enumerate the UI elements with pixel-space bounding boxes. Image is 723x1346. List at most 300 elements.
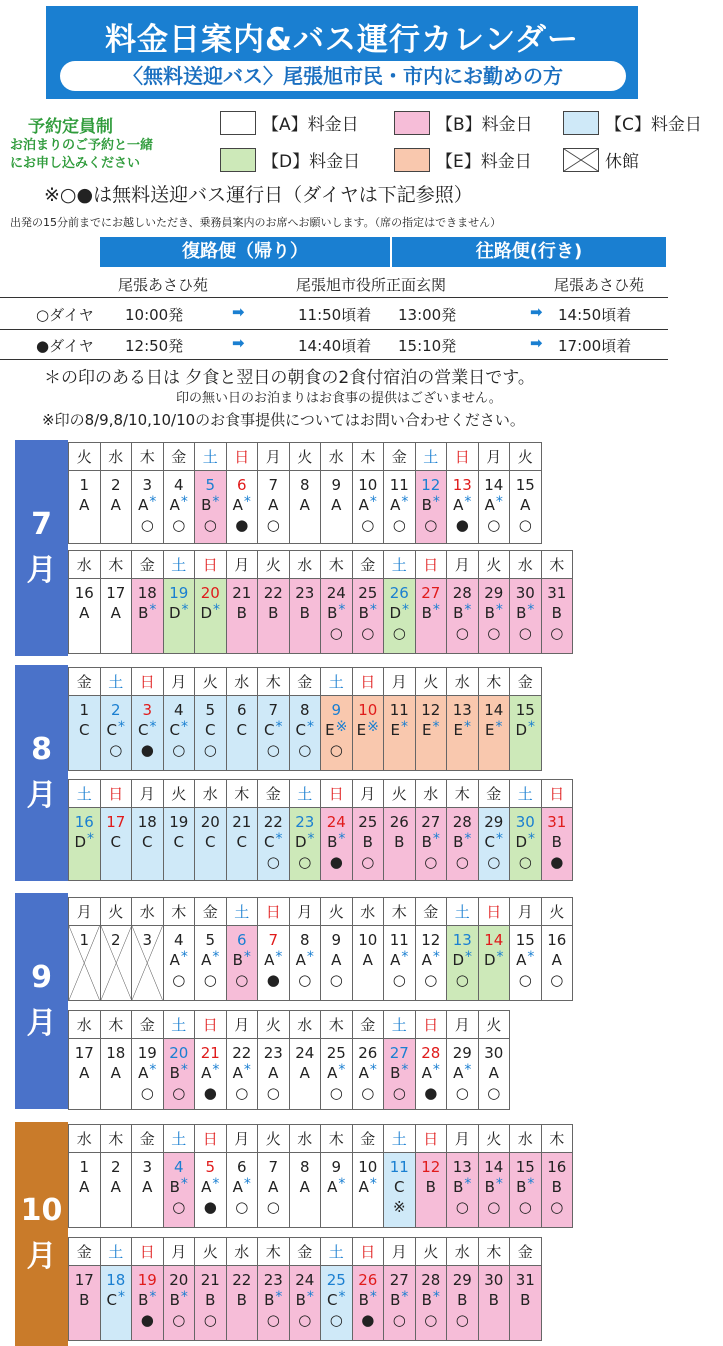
day-of-week: 日 xyxy=(447,443,478,471)
day-cell xyxy=(416,1266,447,1340)
day-of-week: 水 xyxy=(132,898,163,926)
calendar-day xyxy=(415,779,448,881)
day-of-week: 木 xyxy=(227,780,258,808)
day-number: 15 xyxy=(515,476,535,494)
fee-level: B* xyxy=(516,1176,535,1196)
legend-d xyxy=(220,147,360,172)
fee-level: B* xyxy=(453,831,472,851)
day-number: 24 xyxy=(295,1044,315,1062)
day-of-week: 金 xyxy=(132,1011,163,1039)
month-label-text: 月 xyxy=(26,1006,57,1041)
calendar-week-row xyxy=(68,897,572,1001)
day-number: 27 xyxy=(389,1044,409,1062)
fee-level: B* xyxy=(201,494,220,514)
bus-dark-icon: ● xyxy=(140,741,154,759)
day-of-week: 日 xyxy=(479,898,510,926)
day-of-week: 火 xyxy=(479,551,510,579)
fee-level: C* xyxy=(138,719,157,739)
fee-level: A xyxy=(110,604,121,622)
bus-light-icon: ○ xyxy=(487,1198,501,1216)
day-cell xyxy=(164,579,195,653)
fee-level: A xyxy=(331,951,342,969)
fee-level: A* xyxy=(421,949,440,969)
meal-mark: * xyxy=(432,719,440,735)
day-cell xyxy=(353,926,384,1000)
calendar-day xyxy=(226,779,259,881)
fee-level: B* xyxy=(138,602,157,622)
day-cell xyxy=(227,1039,258,1109)
day-of-week: 日 xyxy=(195,551,226,579)
meal-mark: * xyxy=(495,602,503,618)
day-of-week: 金 xyxy=(416,898,447,926)
day-number: 1 xyxy=(79,931,90,949)
meal-mark: * xyxy=(464,1062,472,1078)
fee-level: A* xyxy=(295,949,314,969)
day-cell xyxy=(195,926,226,1000)
day-of-week: 水 xyxy=(447,1238,478,1266)
day-cell xyxy=(132,1039,163,1109)
bus-light-icon: ○ xyxy=(455,624,469,642)
calendar-day xyxy=(478,442,511,544)
day-cell xyxy=(384,1266,415,1340)
fee-level: A xyxy=(488,1064,499,1082)
day-of-week: 水 xyxy=(195,780,226,808)
day-cell xyxy=(195,1153,226,1227)
day-of-week: 土 xyxy=(384,1011,415,1039)
fee-level: C xyxy=(173,833,184,851)
day-cell xyxy=(290,1039,321,1109)
fee-level: B* xyxy=(169,1176,188,1196)
day-cell xyxy=(290,926,321,1000)
meal-mark: * xyxy=(180,1062,188,1078)
bus-light-icon: ○ xyxy=(235,971,249,989)
day-of-week: 土 xyxy=(164,1125,195,1153)
calendar-day xyxy=(226,1010,259,1110)
fee-level: A xyxy=(331,496,342,514)
calendar-day xyxy=(163,667,196,771)
day-of-week: 水 xyxy=(69,1125,100,1153)
day-of-week: 木 xyxy=(542,551,573,579)
calendar-day xyxy=(415,897,448,1001)
meal-mark: * xyxy=(306,1289,314,1305)
timetable-dep1: 10:00発 xyxy=(125,306,184,324)
day-cell xyxy=(164,696,195,770)
day-cell xyxy=(132,579,163,653)
calendar-day xyxy=(131,667,164,771)
calendar-day xyxy=(446,1124,479,1228)
day-number: 29 xyxy=(452,1271,472,1289)
day-of-week: 火 xyxy=(258,1125,289,1153)
day-number: 5 xyxy=(205,476,216,494)
fee-level: B xyxy=(362,833,373,851)
day-of-week: 月 xyxy=(164,1238,195,1266)
day-cell xyxy=(101,579,132,653)
calendar-day xyxy=(478,897,511,1001)
day-of-week: 金 xyxy=(290,1238,321,1266)
day-number: 20 xyxy=(169,1044,189,1062)
day-cell xyxy=(227,579,258,653)
fee-level: A* xyxy=(169,494,188,514)
calendar-day xyxy=(383,667,416,771)
fee-level: B xyxy=(236,604,247,622)
day-cell xyxy=(258,926,289,1000)
day-cell xyxy=(321,696,352,770)
day-of-week: 水 xyxy=(447,668,478,696)
return-header: 復路便（帰り） xyxy=(100,237,390,267)
day-number: 18 xyxy=(106,1271,126,1289)
day-of-week: 木 xyxy=(479,1238,510,1266)
fee-level: A* xyxy=(453,1062,472,1082)
day-number: 4 xyxy=(173,476,184,494)
day-of-week: 火 xyxy=(510,443,541,471)
day-of-week: 金 xyxy=(132,551,163,579)
meal-mark: * xyxy=(180,1176,188,1192)
day-number: 2 xyxy=(110,701,121,719)
bus-light-icon: ○ xyxy=(487,853,501,871)
day-cell xyxy=(321,926,352,1000)
day-of-week: 日 xyxy=(227,443,258,471)
legend-label-e: 【E】料金日 xyxy=(436,152,532,172)
calendar-week-row xyxy=(68,667,541,771)
day-number: 3 xyxy=(142,931,153,949)
bus-light-icon: ○ xyxy=(266,853,280,871)
calendar-day xyxy=(100,1010,133,1110)
day-number: 19 xyxy=(137,1271,157,1289)
bus-light-icon: ○ xyxy=(298,853,312,871)
day-number: 21 xyxy=(200,1044,220,1062)
legend-swatch-d xyxy=(220,148,256,172)
bus-light-icon: ○ xyxy=(172,1311,186,1329)
bus-light-icon: ○ xyxy=(172,1084,186,1102)
calendar-day xyxy=(415,1124,448,1228)
meal-mark: * xyxy=(369,1062,377,1078)
fee-level: A* xyxy=(484,494,503,514)
day-cell xyxy=(69,926,100,1000)
meal-mark: * xyxy=(275,949,283,965)
bus-light-icon: ○ xyxy=(392,516,406,534)
day-cell xyxy=(227,696,258,770)
day-number: 26 xyxy=(389,584,409,602)
day-of-week: 火 xyxy=(479,1011,510,1039)
legend-c xyxy=(563,110,702,135)
bus-light-icon: ○ xyxy=(266,516,280,534)
day-of-week: 水 xyxy=(101,443,132,471)
day-cell xyxy=(353,696,384,770)
day-cell xyxy=(290,579,321,653)
calendar-day xyxy=(352,550,385,654)
day-cell xyxy=(479,579,510,653)
day-of-week: 日 xyxy=(416,1011,447,1039)
fee-level: A xyxy=(110,496,121,514)
meal-mark: * xyxy=(338,1289,346,1305)
day-number: 6 xyxy=(236,931,247,949)
day-of-week: 木 xyxy=(321,551,352,579)
meal-mark: * xyxy=(400,719,408,735)
calendar-day xyxy=(68,779,101,881)
calendar-day xyxy=(131,779,164,881)
day-number: 18 xyxy=(106,1044,126,1062)
calendar-day xyxy=(163,897,196,1001)
day-cell xyxy=(510,579,541,653)
page-subtitle: 〈無料送迎バス〉尾張旭市民・市内にお勤めの方 xyxy=(60,61,626,91)
day-cell xyxy=(101,808,132,880)
fee-level: A* xyxy=(516,949,535,969)
timetable-dep2: 15:10発 xyxy=(398,337,457,355)
day-number: 2 xyxy=(110,1158,121,1176)
calendar-day xyxy=(509,667,542,771)
day-number: 29 xyxy=(484,584,504,602)
day-of-week: 月 xyxy=(227,1125,258,1153)
meal-mark: * xyxy=(495,831,503,847)
day-cell xyxy=(101,1153,132,1227)
day-number: 30 xyxy=(515,813,535,831)
day-of-week: 木 xyxy=(447,780,478,808)
day-number: 19 xyxy=(137,1044,157,1062)
day-of-week: 火 xyxy=(321,898,352,926)
fee-level: A xyxy=(79,496,90,514)
closed-x-icon xyxy=(69,926,100,1000)
calendar-day xyxy=(100,550,133,654)
day-number: 11 xyxy=(389,476,409,494)
meal-mark: * xyxy=(401,1062,409,1078)
fee-level: D* xyxy=(74,831,95,851)
day-cell xyxy=(164,808,195,880)
day-cell xyxy=(416,1153,447,1227)
calendar-day xyxy=(415,667,448,771)
legend-swatch-b xyxy=(394,111,430,135)
fee-level: C xyxy=(236,833,247,851)
day-of-week: 月 xyxy=(384,1238,415,1266)
meal-mark: * xyxy=(432,949,440,965)
fee-level: E* xyxy=(453,719,471,739)
day-cell xyxy=(384,579,415,653)
day-number: 23 xyxy=(295,584,315,602)
calendar-day xyxy=(100,1237,133,1341)
fee-level: A xyxy=(110,1064,121,1082)
meal-mark: * xyxy=(338,831,346,847)
day-cell xyxy=(479,471,510,543)
calendar-day xyxy=(446,550,479,654)
calendar-day xyxy=(541,897,574,1001)
day-cell xyxy=(132,471,163,543)
fee-level: B xyxy=(299,604,310,622)
calendar-day xyxy=(320,550,353,654)
calendar-day xyxy=(446,1010,479,1110)
day-number: 28 xyxy=(452,813,472,831)
day-cell xyxy=(542,926,573,1000)
day-cell xyxy=(321,1153,352,1227)
month-label-text: 10 xyxy=(20,1193,63,1228)
meal-mark: * xyxy=(307,831,315,847)
fee-level: B xyxy=(488,1291,499,1309)
calendar-day xyxy=(352,667,385,771)
day-of-week: 金 xyxy=(479,780,510,808)
bus-light-icon: ○ xyxy=(298,741,312,759)
day-number: 11 xyxy=(389,1158,409,1176)
meal-mark: * xyxy=(275,831,283,847)
calendar-day xyxy=(257,442,290,544)
day-number: 26 xyxy=(389,813,409,831)
month-label-text: 月 xyxy=(26,1239,57,1274)
meal-mark: * xyxy=(243,949,251,965)
meal-mark: * xyxy=(369,1176,377,1192)
bus-light-icon: ○ xyxy=(392,624,406,642)
legend-label-closed: 休館 xyxy=(605,152,639,172)
day-cell xyxy=(195,808,226,880)
bus-light-icon: ○ xyxy=(550,624,564,642)
day-of-week: 月 xyxy=(353,780,384,808)
day-number: 7 xyxy=(268,476,279,494)
day-cell xyxy=(290,1153,321,1227)
month-label xyxy=(15,440,68,656)
fee-level: C* xyxy=(264,831,283,851)
day-of-week: 木 xyxy=(384,898,415,926)
calendar-day xyxy=(100,442,133,544)
bus-light-icon: ○ xyxy=(392,1311,406,1329)
meal-mark: * xyxy=(402,602,410,618)
fee-level: B xyxy=(268,604,279,622)
calendar-day xyxy=(194,1124,227,1228)
bus-light-icon: ○ xyxy=(235,1198,249,1216)
meal-mark: * xyxy=(149,719,157,735)
closed-x-icon xyxy=(563,148,599,172)
calendar-day xyxy=(131,442,164,544)
day-cell xyxy=(384,1153,415,1227)
day-cell xyxy=(384,1039,415,1109)
day-cell xyxy=(258,808,289,880)
day-number: 8 xyxy=(299,476,310,494)
day-number: 19 xyxy=(169,813,189,831)
fee-level: A* xyxy=(232,1062,251,1082)
fee-level: B xyxy=(425,1178,436,1196)
day-cell xyxy=(195,696,226,770)
timetable-dep2: 13:00発 xyxy=(398,306,457,324)
fee-level: B xyxy=(457,1291,468,1309)
day-cell xyxy=(69,808,100,880)
calendar-day xyxy=(131,1237,164,1341)
meal-mark: * xyxy=(432,1062,440,1078)
meal-mark: * xyxy=(243,1062,251,1078)
meal-mark: * xyxy=(432,831,440,847)
day-cell xyxy=(227,926,258,1000)
calendar-day xyxy=(352,1237,385,1341)
calendar-day xyxy=(383,442,416,544)
no-meal-note: 印の無い日のお泊まりはお食事の提供はございません。 xyxy=(176,391,502,406)
meal-note: ＊の印のある日は 夕食と翌日の朝食の2食付宿泊の営業日です。 xyxy=(44,368,535,388)
calendar-day xyxy=(194,550,227,654)
day-cell xyxy=(321,1266,352,1340)
day-of-week: 日 xyxy=(101,780,132,808)
meal-mark: * xyxy=(180,949,188,965)
day-number: 30 xyxy=(484,1271,504,1289)
day-cell xyxy=(447,579,478,653)
meal-mark: * xyxy=(117,719,125,735)
calendar-day xyxy=(320,1237,353,1341)
bus-light-icon: ○ xyxy=(392,1084,406,1102)
boarding-note: 出発の15分前までにお越しいただき、乗務員案内のお席へお願いします。（席の指定はできません） xyxy=(10,216,502,229)
calendar-day xyxy=(289,667,322,771)
fee-level: A xyxy=(268,1178,279,1196)
day-cell xyxy=(258,1266,289,1340)
day-of-week: 火 xyxy=(258,1011,289,1039)
calendar-day xyxy=(226,897,259,1001)
legend-a xyxy=(220,110,359,135)
fee-level: C xyxy=(142,833,153,851)
day-number: 29 xyxy=(484,813,504,831)
day-number: 25 xyxy=(326,1044,346,1062)
day-of-week: 水 xyxy=(321,443,352,471)
day-number: 13 xyxy=(452,476,472,494)
meal-mark: * xyxy=(369,602,377,618)
day-number: 26 xyxy=(358,1271,378,1289)
day-of-week: 木 xyxy=(321,1011,352,1039)
calendar-day xyxy=(289,897,322,1001)
day-number: 23 xyxy=(263,1271,283,1289)
page-title: 料金日案内&バス運行カレンダー xyxy=(104,22,580,58)
day-number: 13 xyxy=(452,701,472,719)
bus-light-icon: ○ xyxy=(361,1084,375,1102)
month-label xyxy=(15,893,68,1109)
calendar-week-row xyxy=(68,1010,509,1110)
bus-light-icon: ○ xyxy=(455,1198,469,1216)
day-of-week: 金 xyxy=(195,898,226,926)
calendar-day xyxy=(446,442,479,544)
day-of-week: 水 xyxy=(290,551,321,579)
day-of-week: 日 xyxy=(195,1011,226,1039)
fee-level: A* xyxy=(232,494,251,514)
calendar-day xyxy=(289,442,322,544)
meal-mark: * xyxy=(496,949,504,965)
bus-light-icon: ○ xyxy=(329,1311,343,1329)
legend-e xyxy=(394,147,532,172)
calendar-day xyxy=(100,667,133,771)
day-number: 4 xyxy=(173,701,184,719)
day-cell xyxy=(258,471,289,543)
legend-swatch-e xyxy=(394,148,430,172)
day-of-week: 火 xyxy=(479,1125,510,1153)
bus-light-icon: ○ xyxy=(550,971,564,989)
bus-light-icon: ○ xyxy=(329,741,343,759)
bus-light-icon: ○ xyxy=(361,624,375,642)
day-of-week: 土 xyxy=(290,780,321,808)
day-number: 21 xyxy=(232,813,252,831)
day-of-week: 日 xyxy=(321,780,352,808)
calendar-day xyxy=(383,1237,416,1341)
bus-light-icon: ○ xyxy=(172,971,186,989)
stop-middle: 尾張旭市役所正面玄関 xyxy=(296,276,447,294)
day-cell xyxy=(510,1153,541,1227)
bus-light-icon: ○ xyxy=(487,516,501,534)
day-cell xyxy=(384,471,415,543)
legend-swatch-c xyxy=(563,111,599,135)
day-cell xyxy=(69,471,100,543)
bus-light-icon: ○ xyxy=(361,853,375,871)
day-cell xyxy=(479,1153,510,1227)
meal-mark: * xyxy=(275,719,283,735)
calendar-day xyxy=(68,1237,101,1341)
fee-level: A* xyxy=(169,949,188,969)
calendar-day xyxy=(68,550,101,654)
day-number: 6 xyxy=(236,701,247,719)
month-label-text: 7 xyxy=(31,507,52,542)
calendar-day xyxy=(131,897,164,1001)
fee-level: E※ xyxy=(356,719,379,739)
bus-light-icon: ○ xyxy=(298,971,312,989)
calendar-week-row xyxy=(68,442,541,544)
calendar-day xyxy=(509,1124,542,1228)
day-number: 25 xyxy=(358,584,378,602)
day-cell xyxy=(290,696,321,770)
